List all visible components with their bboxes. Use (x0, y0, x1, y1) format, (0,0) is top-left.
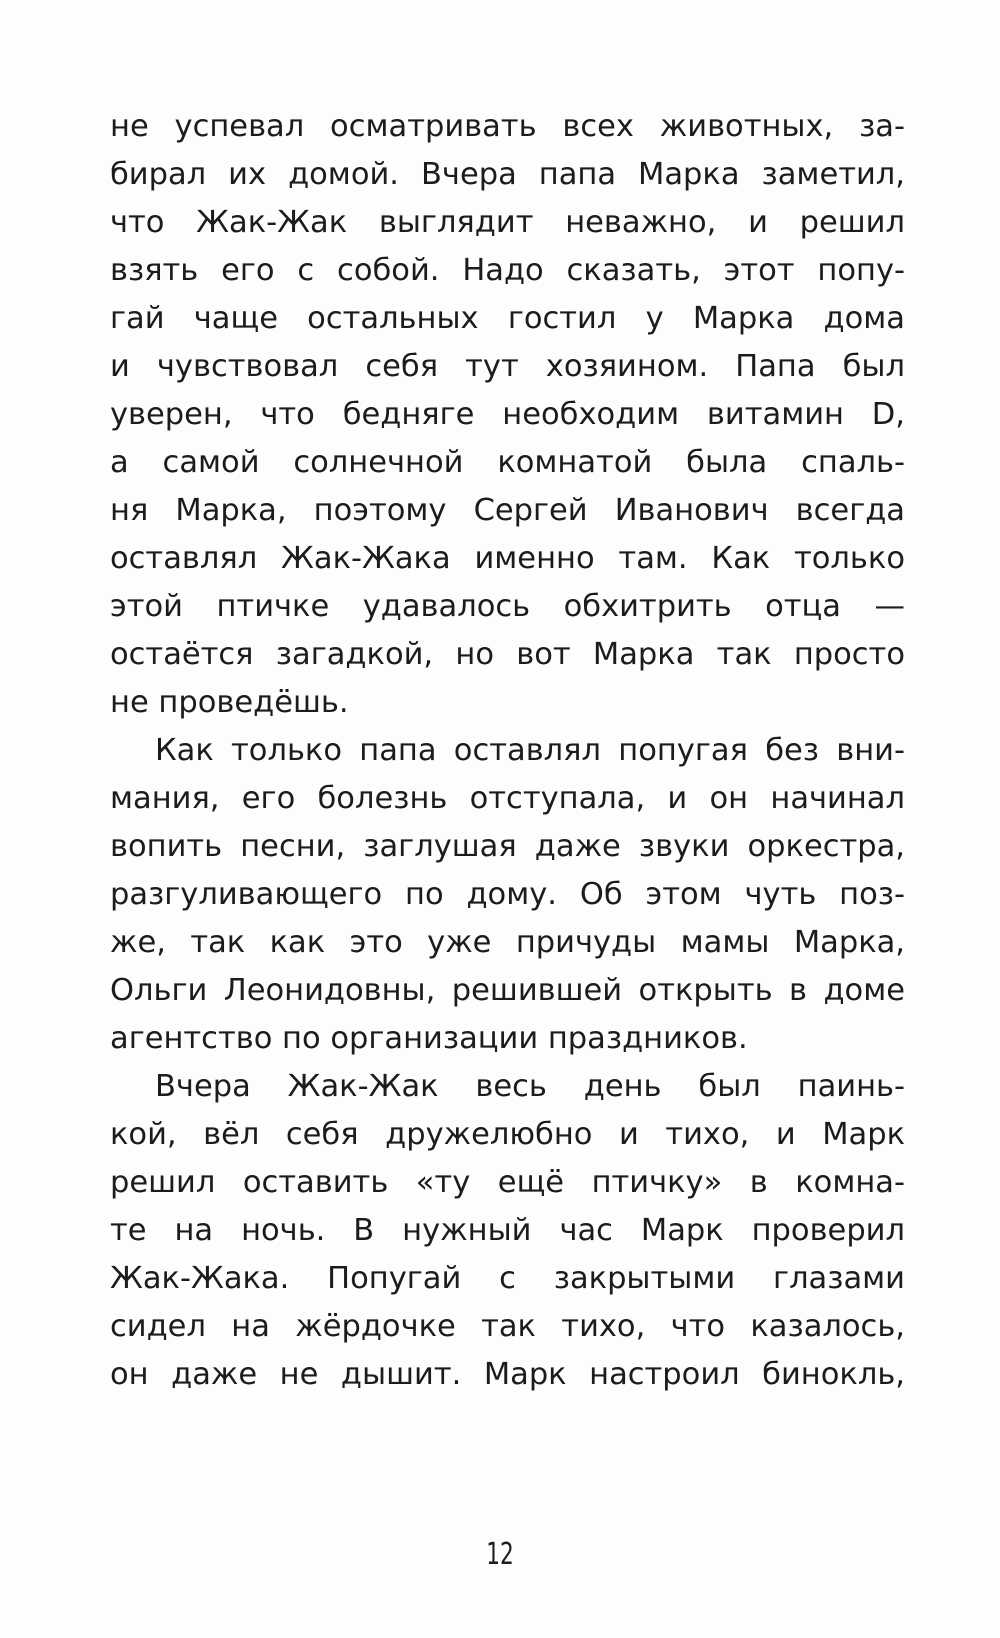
text-line: бирал их домой. Вчера папа Марка заметил, (110, 157, 905, 192)
text-line: оставлял Жак-Жака именно там. Как только (110, 541, 905, 576)
text-line: сидел на жёрдочке так тихо, что казалось, (110, 1309, 905, 1344)
text-line: Ольги Леонидовны, решившей открыть в доме (110, 973, 905, 1008)
text-line: он даже не дышит. Марк настроил бинокль, (110, 1357, 905, 1392)
text-line: разгуливающего по дому. Об этом чуть поз- (110, 877, 905, 912)
text-line: не успевал осматривать всех животных, за- (110, 109, 905, 144)
text-line: вопить песни, заглушая даже звуки оркестра, (110, 829, 905, 864)
page-number: 12 (486, 1537, 514, 1572)
text-line: взять его с собой. Надо сказать, этот попу- (110, 253, 905, 288)
text-line: решил оставить «ту ещё птичку» в комна- (110, 1165, 905, 1200)
text-line: что Жак-Жак выглядит неважно, и решил (110, 205, 905, 240)
text-line: мания, его болезнь отступала, и он начинал (110, 781, 905, 816)
text-line: те на ночь. В нужный час Марк проверил (110, 1213, 905, 1248)
text-line: остаётся загадкой, но вот Марка так просто (110, 637, 905, 672)
text-line: Жак-Жака. Попугай с закрытыми глазами (110, 1261, 905, 1296)
text-line: и чувствовал себя тут хозяином. Папа был (110, 349, 905, 384)
text-line: этой птичке удавалось обхитрить отца — (110, 589, 905, 624)
text-line: же, так как это уже причуды мамы Марка, (110, 925, 905, 960)
text-line: кой, вёл себя дружелюбно и тихо, и Марк (110, 1117, 905, 1152)
text-line: уверен, что бедняге необходим витамин D, (110, 397, 905, 432)
text-line: ня Марка, поэтому Сергей Иванович всегда (110, 493, 905, 528)
text-line: Вчера Жак-Жак весь день был паинь- (155, 1069, 905, 1104)
text-line: гай чаще остальных гостил у Марка дома (110, 301, 905, 336)
text-line: Как только папа оставлял попугая без вни- (155, 733, 905, 768)
text-line: не проведёшь. (110, 685, 349, 720)
text-line: а самой солнечной комнатой была спаль- (110, 445, 905, 480)
text-line: агентство по организации праздников. (110, 1021, 748, 1056)
